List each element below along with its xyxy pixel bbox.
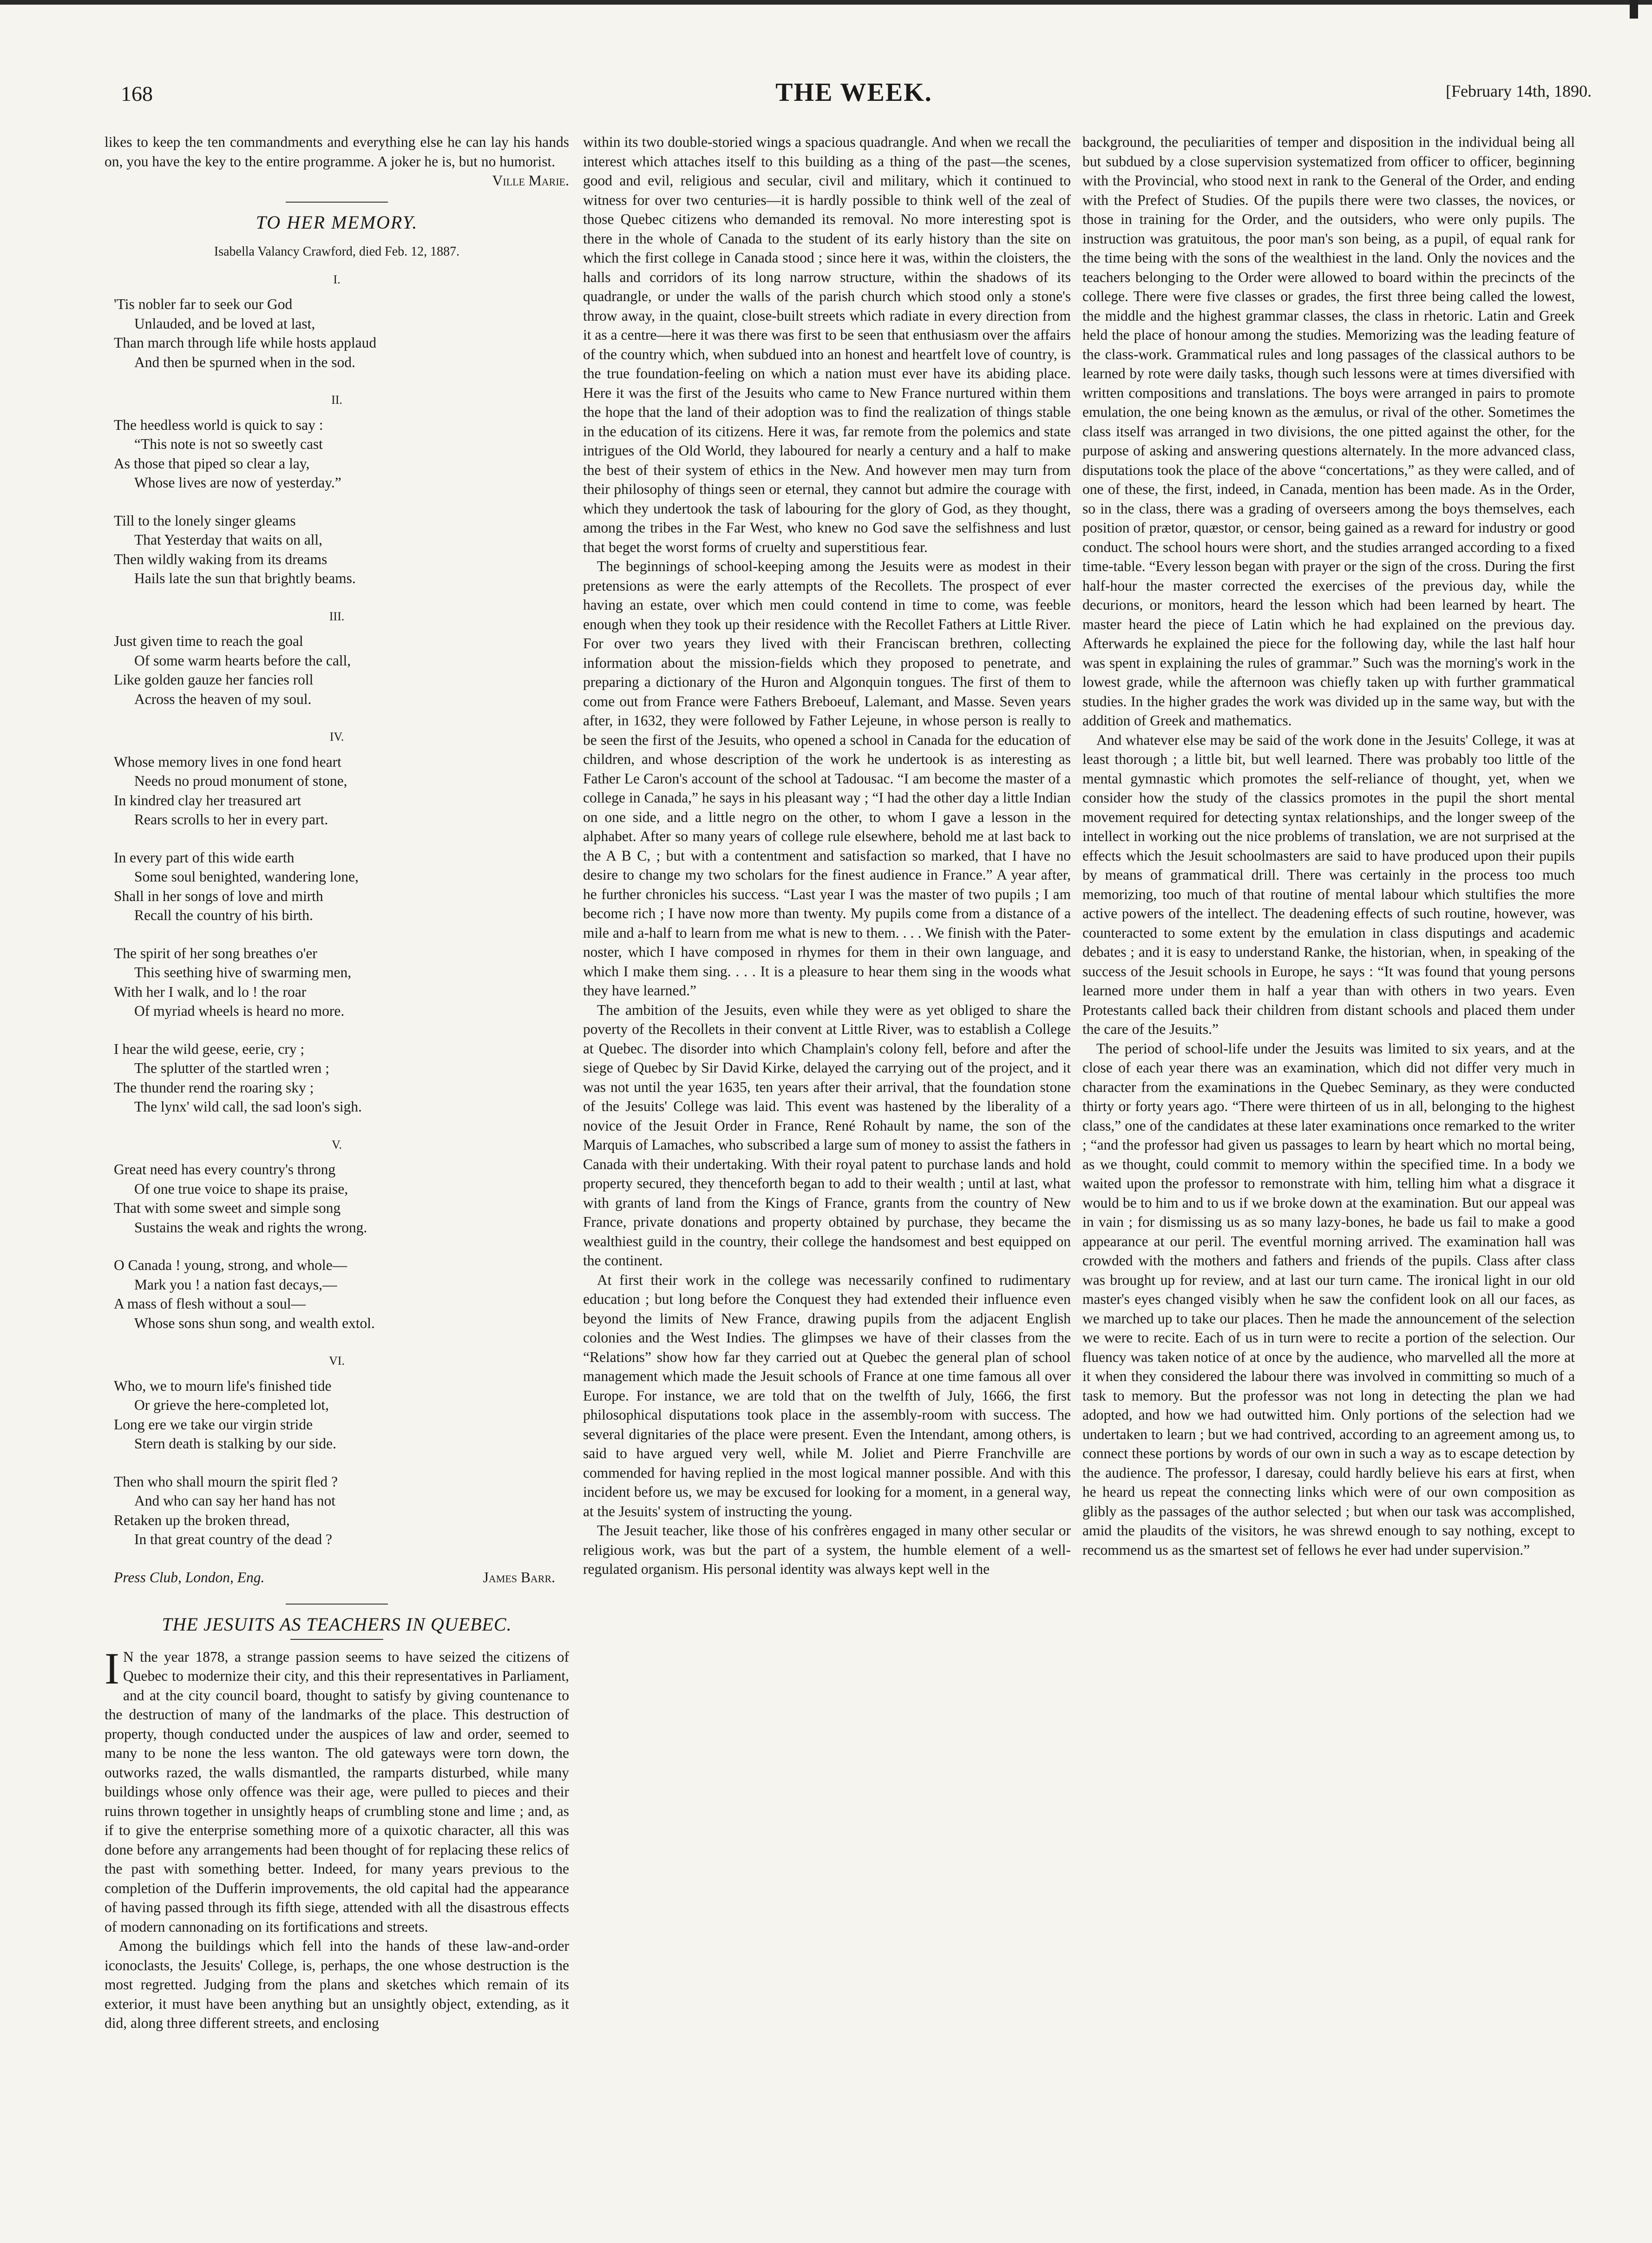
poem-line: Whose lives are now of yesterday.” [134,474,341,491]
poem-line: Of some warm hearts before the call, [134,652,351,669]
issue-date: [February 14th, 1890. [1446,82,1592,100]
article-paragraph [105,1643,569,1937]
poem-line: Or grieve the here-completed lot, [134,1397,329,1413]
poem-line: Rears scrolls to her in every part. [134,811,328,828]
stanza-number: IV. [329,730,344,743]
poem-title: TO HER MEMORY. [256,211,418,233]
poem-stanza [114,848,569,925]
poem-stanza [114,1376,569,1454]
poem-line: This seething hive of swarming men, [134,964,352,980]
drop-cap: I [105,1643,119,1693]
article-paragraph-text: N the year 1878, a strange passion seems to have seized the citizens of Quebec to modernize their city, and this their representatives in Parliament, and at the city council board, thought to satisfy by giving countenance to the destruction of many of the landmarks of the place. This destruction of property, though conducted under the auspices of law and order, seemed to many to be none the less wanton. The old gateways were torn down, the outworks razed, the walls dismantled, the ramparts disturbed, while many buildings whose only offence was their age, were pulled to pieces and their ruins thrown together in unsightly heaps of crumbling stone and lime ; and, as if to give the enterprise something more of a quixotic character, all this was done before any arrangements had been thought of for replacing these relics of the past with something better. Indeed, for many years previous to the completion of the Dufferin improvements, the old capital had the appearance of having passed through its fifth siege, attended with all the disastrous effects of modern cannonading on its fortifications and streets. [105,1648,569,1935]
poem-signature [114,1568,555,1587]
poem-line: Than march through life while hosts applaud [114,335,377,351]
poem-line: That with some sweet and simple song [114,1200,341,1216]
poem-line: Great need has every country's throng [114,1161,336,1177]
poem-line: Shall in her songs of love and mirth [114,888,323,904]
poem-line: Sustains the weak and rights the wrong. [134,1219,367,1236]
column-2 [583,132,1071,1579]
poem-dedication: Isabella Valancy Crawford, died Feb. 12, 1887. [214,244,460,259]
article-paragraph: The Jesuit teacher, like those of his confrères engaged in many other secular or religious work, was but the part of a system, the humble element of a well-regulated organism. His personal identity was always kept well in the [583,1522,1071,1577]
poem-stanza [114,295,569,372]
article-title: THE JESUITS AS TEACHERS IN QUEBEC. [162,1614,512,1635]
poem-line: Some soul benighted, wandering lone, [134,868,359,885]
poem-line: And then be spurned when in the sod. [134,354,355,370]
poem-stanza [114,631,569,709]
stanza-number: VI. [329,1354,345,1368]
poem-line: Whose sons shun song, and wealth extol. [134,1315,375,1331]
continued-paragraph: likes to keep the ten commandments and everything else he can lay his hands on, you have the key to the entire programme. A joker he is, but no humorist. [105,134,569,170]
continued-signature: Ville Marie. [492,172,569,189]
poem-line: With her I walk, and lo ! the roar [114,983,307,1000]
article-paragraph: And whatever else may be said of the work done in the Jesuits' College, it was at least thorough ; a little bit, but well learned. There was probably too little of the mental gymnastic which promotes the self-reliance of thought, yet, when we consider how the study of the classics promotes in the pupil the short mental movement required for detecting syntax relationships, and the longer sweep of the intellect in working out the nice problems of translation, we are not surprised at the effects which the Jesuit schoolmasters are said to have produced upon their pupils by means of grammatical drill. There was certainly in the process too much memorizing, too much of that routine of mental labour which stultifies the more active powers of the intellect. The deadening effects of such routine, however, was counteracted to some extent by the emulation in class disputings and academic debates ; and it is easy to understand Ranke, the historian, when, in speaking of the success of the Jesuit schools in Europe, he says : “It was found that young persons learned more under them in half a year than with others in two years. Even Protestants called back their children from distant schools and placed them under the care of the Jesuits.” [1082,731,1575,1037]
page-corner-mark [1630,0,1638,19]
section-divider [286,202,388,203]
article-paragraph: within its two double-storied wings a spacious quadrangle. And when we recall the interest which attaches itself to this building as a thing of the past—the scenes, good and evil, religious and secular, civil and military, which it continued to witness for over two centuries—it is hardly possible to think well of the zeal of those Quebec citizens who demanded its removal. No more interesting spot is there in the whole of Canada to the student of its early history than the site on which the first college in Canada stood ; since here it was, within the cloisters, the halls and corridors of its long narrow structure, within the shadows of its quadrangle, or under the walls of the parish church which stood only a stone's throw away, in the quaint, close-built streets which radiate in every direction from it as a centre—here it was there was first to be seen that enthusiasm over the affairs of the country which, when subdued into an honest and heartfelt love of country, is the true foundation-feeling on which a nation must ever have its abiding place. Here it was the first of the Jesuits who came to New France nurtured within them the hope that the land of their adoption was to find the realization of things stable in the education of its citizens. Here it was, far remote from the polemics and state intrigues of the Old World, they laboured for nearly a century and a half to make the best of their system of ethics in the New. And however men may turn from their philosophy of things seen or eternal, they cannot but admire the courage with which they undertook the task of labouring for the glory of God, as they thought, among the tribes in the Far West, who knew no God save the selfishness and lust that beget the worst forms of cruelty and superstitious fear. [583,134,1071,555]
poem-line: In every part of this wide earth [114,849,295,866]
stanza-number: II. [331,393,342,407]
poem-line: Of one true voice to shape its praise, [134,1180,348,1197]
poem-stanza [114,511,569,588]
poem-line: Of myriad wheels is heard no more. [134,1003,345,1019]
page-number: 168 [121,82,153,105]
poem-line: Hails late the sun that brightly beams. [134,570,356,586]
stanza-number: I. [333,272,341,286]
poem-line: 'Tis nobler far to seek our God [114,296,293,312]
stanza-number: V. [332,1138,342,1151]
poem-line: Recall the country of his birth. [134,907,313,923]
poem-line: Whose memory lives in one fond heart [114,753,341,770]
article-paragraph: background, the peculiarities of temper and disposition in the individual being all but subdued by a close supervision systematized from officer to officer, beginning with the Provincial, who stood next in rank to the General of the Order, and ending with the Prefect of Studies. Of the pupils there were two classes, the novices, or those in training for the Order, and the outsiders, who were only pupils. The instruction was gratuitous, the poor man's son being, as a pupil, of equal rank for the time being with the sons of the wealthiest in the land. Only the novices and the teachers belonging to the Order were allowed to board within the precincts of the college. There were five classes or grades, the first three being called the lowest, the middle and the highest grammar classes, the class in rhetoric. Latin and Greek held the place of honour among the studies. Memorizing was the leading feature of the class-work. Grammatical rules and long passages of the classical authors to be learned by rote were daily tasks, though such lessons were at times diversified with written compositions and translations. The boys were arranged in pairs to promote emulation, the one being known as the æmulus, or rival of the other. Sometimes the class itself was arranged in two divisions, the one pitted against the other, for the purpose of asking and answering questions alternately. In the more advanced class, disputations took the place of the above “concertations,” as they were called, and of one of these, the first, indeed, in Canada, mention has been made. As in the Order, so in the class, there was a grading of overseers among the boys themselves, each position of prætor, quæstor, or censor, being gained as a reward for industry or good conduct. The school hours were short, and the studies arranged according to a fixed time-table. “Every lesson began with prayer or the sign of the cross. During the first half-hour the master corrected the exercises of the previous day, while the decurions, or monitors, heard the lesson which had been learned by heart. The master heard the piece of Latin which he had explained on the previous day. Afterwards he explained the piece for the following day, while the last half hour was spent in explaining the rules of grammar.” Such was the morning's work in the lowest grade, while the afternoon was chiefly taken up with further grammatical studies. In the higher grades the work was divided up in the same way, but with the addition of Greek and mathematics. [1082,134,1575,729]
poem-line: Across the heaven of my soul. [134,691,312,707]
poem-stanza [114,415,569,493]
poem-line: Stern death is stalking by our side. [134,1435,336,1452]
poem-body [105,270,569,1549]
poem-line: Just given time to reach the goal [114,633,303,649]
poem-stanza [114,1039,569,1117]
article-paragraph: The period of school-life under the Jesuits was limited to six years, and at the close of each year there was an examination, which did not differ very much in character from the examinations in the Quebec Seminary, as they were conducted thirty or forty years ago. “There were thirteen of us in all, belonging to the highest class,” one of the candidates at these later examinations once remarked to the writer ; “and the professor had given us passages to learn by heart which no mortal being, as we thought, could commit to memory within the specified time. In a body we waited upon the professor to remonstrate with him, telling him what a disgrace it would be to him and to us if we broke down at the examination. But our appeal was in vain ; for dismissing us as so many lazy-bones, he bade us fail to make a good appearance at our peril. The eventful morning arrived. The examination hall was crowded with the mothers and fathers and friends of the pupils. Class after class was brought up for review, and at last our turn came. The ironical light in our old master's eyes changed visibly when he saw the confident look on all our faces, as we marched up to take our places. Then he made the announcement of the selection we were to recite. Each of us in turn were to recite a portion of the selection. Our fluency was taken notice of at once by the audience, who marvelled all the more at it when they considered the labour there was involved in committing so much of a task to memory. But the professor was not long in detecting the plan we had adopted, and how we had outwitted him. Only portions of the selection had we undertaken to learn ; but we had contrived, according to an agreement among us, to connect these portions by words of our own in such a way as to escape detection by the audience. The professor, I daresay, could hardly believe his ears at first, when he heard us repeat the connecting links which were of our own composition as glibly as the passages of the author selected ; but when our task was accomplished, amid the plaudits of the visitors, he was shrewd enough to say nothing, except to recommend us as the smartest set of fellows he ever had under supervision.” [1082,1040,1575,1558]
section-divider [286,1604,388,1605]
poem-line: And who can say her hand has not [134,1493,336,1509]
poem-line: In kindred clay her treasured art [114,792,302,809]
page-header [107,78,1601,114]
poem-line: As those that piped so clear a lay, [114,455,310,472]
poem-line: Unlauded, and be loved at last, [134,315,315,332]
poem-line: Till to the lonely singer gleams [114,512,296,529]
poem-line: The spirit of her song breathes o'er [114,945,317,961]
poem-line: “This note is not so sweetly cast [134,436,323,452]
poem-stanza [114,1160,569,1237]
poem-line: A mass of flesh without a soul— [114,1296,306,1312]
poem-line: Long ere we take our virgin stride [114,1416,313,1433]
top-border [0,0,1652,5]
poem-line: The lynx' wild call, the sad loon's sigh. [134,1098,362,1115]
poem-stanza [114,944,569,1021]
poem-line: Who, we to mourn life's finished tide [114,1377,332,1394]
poem-line: I hear the wild geese, eerie, cry ; [114,1040,305,1057]
masthead: THE WEEK. [775,78,932,107]
poem-stanza [114,1472,569,1549]
poem-line: The splutter of the startled wren ; [134,1060,329,1076]
article-paragraph: The beginnings of school-keeping among the Jesuits were as modest in their pretensions as were the early attempts of the Recollets. The prospect of ever having an estate, over which men could contend in time to come, was feeble enough when they took up their residence with the Recollet Fathers at Little River. For over two years they lived with their Franciscan brethren, collecting information about the mission-fields which they proposed to penetrate, and preparing a dictionary of the Huron and Algonquin tongues. The first of them to come out from France were Fathers Breboeuf, Lalemant, and Masse. Seven years after, in 1632, they were followed by Father Lejeune, in whose person is really to be seen the first of the Jesuits, who opened a school in Canada for the education of children, and whose description of the work he undertook is as interesting as Father Le Caron's account of the school at Tadousac. “I am become the master of a college in Canada,” he says in his pleasant way ; “I had the other day a little Indian on one side, and a little negro on the other, to whom I gave a lesson in the alphabet. After so many years of college rule elsewhere, behold me at last back to the A B C, ; but with a contentment and satisfaction so marked, that I have no desire to change my two scholars for the finest audience in France.” A year after, he further chronicles his success. “Last year I was the master of two pupils ; I am become rich ; I have now more than twenty. My pupils come from a distance of a mile and a-half to learn from me what is new to them. . . . We finish with the Pater-noster, which I have composed in rhymes for them in their own language, and which I make them sing. . . . It is a pleasure to hear them sing in the woods what they have learned.” [583,558,1071,999]
poem-line: In that great country of the dead ? [134,1531,332,1547]
column-1 [105,132,569,2033]
poem-line: Like golden gauze her fancies roll [114,671,314,688]
title-underline [290,1639,383,1640]
poem-line: O Canada ! young, strong, and whole— [114,1257,347,1273]
poem-place: Press Club, London, Eng. [114,1569,265,1585]
poem-stanza [114,752,569,829]
poem-line: Retaken up the broken thread, [114,1512,290,1528]
stanza-number: III. [329,609,345,623]
poem-line: That Yesterday that waits on all, [134,532,323,548]
article-paragraph: Among the buildings which fell into the hands of these law-and-order iconoclasts, the Jesuits' College, is, perhaps, the one whose destruction is the most regretted. Judging from the plans and sketches which remain of its exterior, it must have been anything but an unsightly object, extending, as it did, along three different streets, and enclosing [105,1938,569,2031]
poem-line: The thunder rend the roaring sky ; [114,1079,314,1096]
poem-line: Then who shall mourn the spirit fled ? [114,1473,338,1490]
poem-line: Needs no proud monument of stone, [134,773,347,789]
poem-stanza [114,1256,569,1333]
poem-line: Mark you ! a nation fast decays,— [134,1276,337,1293]
article-paragraph: At first their work in the college was necessarily confined to rudimentary education ; but long before the Conquest they had extended their influence even beyond the limits of New France, drawing pupils from the adjacent English colonies and the West Indies. The glimpses we have of their classes from the “Relations” show how far they carried out at Quebec the general plan of school management which made the Jesuit schools of France at one time famous all over Europe. For instance, we are told that on the twelfth of July, 1666, the first philosophical disputations took place in the assembly-room with success. The several dignitaries of the place were present. Even the Intendant, among others, is said to have argued very well, while M. Joliet and Pierre Franchville are commended for having replied in the most logical manner possible. And with this incident before us, we may be excused for looking for a moment, in a general way, at the Jesuits' system of instructing the young. [583,1271,1071,1519]
poem-author: James Barr. [483,1569,555,1585]
article-paragraph: The ambition of the Jesuits, even while they were as yet obliged to share the poverty of the Recollets in their convent at Little River, was to establish a College at Quebec. The disorder into which Champlain's colony fell, before and after the siege of Quebec by Sir David Kirke, delayed the carrying out of the project, and it was not until the year 1635, ten years after their arrival, that the foundation stone of the Jesuits' College was laid. This event was hastened by the liberality of a novice of the Jesuit Order in France, René Rohault by name, the son of the Marquis of Lamaches, who subscribed a large sum of money to assist the fathers in Canada with their undertaking. With their royal patent to purchase lands and hold property secured, they thenceforth began to add to their wealth ; until at last, what with grants of land from the Kings of France, grants from the country of New France, private donations and property obtained by purchase, they became the wealthiest guild in the country, their college the handsomest and best equipped on the continent. [583,1001,1071,1269]
column-3 [1082,132,1575,1559]
poem-line: Then wildly waking from its dreams [114,551,328,567]
poem-line: The heedless world is quick to say : [114,416,323,433]
